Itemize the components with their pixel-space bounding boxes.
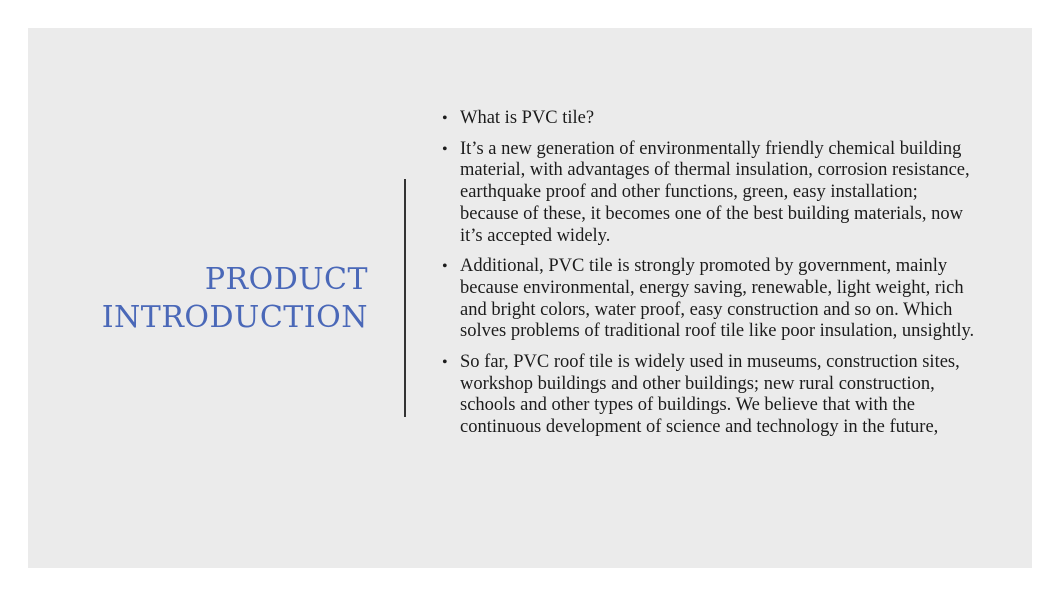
bullet-item	[439, 352, 979, 439]
slide-title-line-1: PRODUCT	[204, 262, 368, 297]
bullet-text: Additional, PVC tile is strongly promoted by government, mainly because environmental, energy saving, renewable, light weight, rich and bright colors, water proof, easy construction and so on. Which solves problems of traditional roof tile like poor insulation, unsightly.	[460, 256, 975, 342]
slide-title-line-2: INTRODUCTION	[101, 300, 368, 335]
bullet-dot-icon: •	[442, 140, 448, 158]
bullet-dot-icon: •	[442, 354, 448, 372]
bullet-dot-icon: •	[442, 258, 448, 276]
vertical-divider	[404, 179, 406, 417]
bullet-item	[439, 108, 979, 130]
bullet-text: It’s a new generation of environmentally friendly chemical building material, with advantages of thermal insulation, corrosion resistance, earthquake proof and other functions, green, easy installation; because of these, it becomes one of the best building materials, now it’s accepted widely.	[460, 138, 970, 246]
bullet-item	[439, 139, 979, 248]
bullet-text: What is PVC tile?	[460, 108, 595, 128]
slide-title	[102, 261, 368, 337]
bullet-text: So far, PVC roof tile is widely used in museums, construction sites, workshop buildings and other buildings; new rural construction, schools and other types of buildings. We believe that with the continuous development of science and technology in the future,	[460, 352, 960, 438]
bullet-item	[439, 256, 979, 343]
bullet-list	[439, 108, 979, 448]
slide	[28, 28, 1032, 568]
bullet-dot-icon: •	[442, 110, 448, 127]
